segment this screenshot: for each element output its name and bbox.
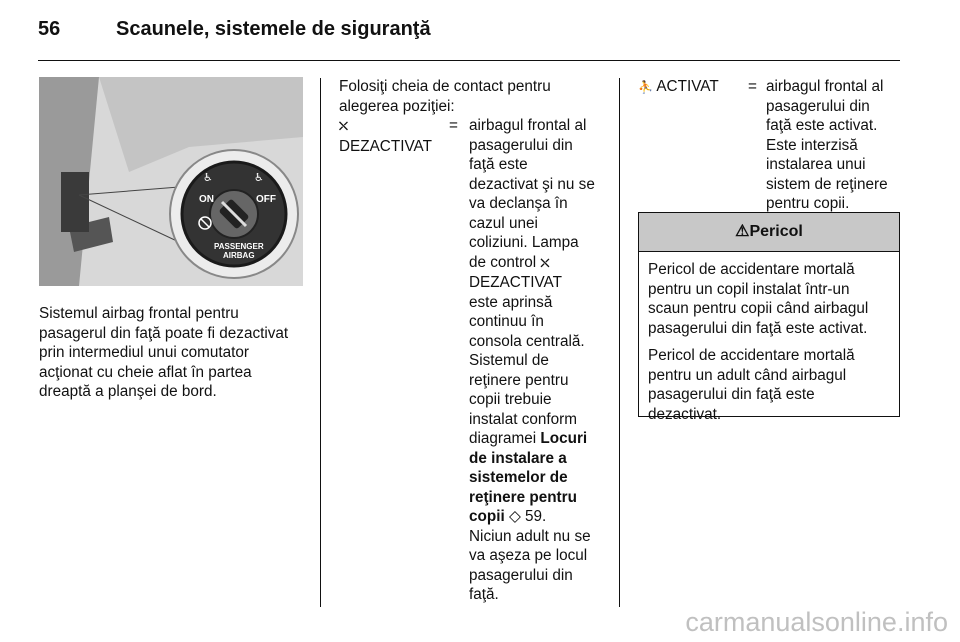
desc-line xyxy=(469,468,609,488)
page-header xyxy=(38,18,431,41)
desc-line: Niciun adult nu se xyxy=(469,527,591,545)
cross-ref-link[interactable]: Locuri xyxy=(540,430,588,447)
airbag-on-symbol-icon: ⛹ xyxy=(638,80,653,94)
airbag-on-icon: ♿ xyxy=(203,171,213,184)
airbag-switch-figure xyxy=(39,77,303,286)
activated-key xyxy=(638,77,719,98)
activated-description xyxy=(766,77,901,214)
desc-line xyxy=(469,429,609,449)
desc-line xyxy=(469,449,609,469)
warning-triangle-icon: ⚠ xyxy=(735,223,750,240)
warning-header xyxy=(639,213,899,252)
desc-line xyxy=(469,488,609,508)
airbag-switch-illustration xyxy=(39,77,303,286)
desc-line: continuu în xyxy=(469,313,544,330)
page-ref[interactable]: 59. xyxy=(524,508,547,525)
desc-line: cazul unei xyxy=(469,214,538,232)
desc-line: instalat conform xyxy=(469,410,577,428)
column-2-text xyxy=(339,77,609,603)
desc-line: coliziuni. Lampa xyxy=(469,234,579,251)
cross-ref-link[interactable]: copii xyxy=(469,508,505,525)
cross-ref-link[interactable]: reţinere pentru xyxy=(469,488,577,506)
deactivated-key xyxy=(339,116,432,156)
page-ref-arrow-icon: ◇ xyxy=(508,508,521,525)
desc-line: airbagul frontal al xyxy=(469,117,587,134)
equals-sign: = xyxy=(748,78,757,95)
desc-line: faţă. xyxy=(469,586,499,603)
warning-body xyxy=(639,252,899,440)
warning-title: Pericol xyxy=(749,223,803,240)
desc-line xyxy=(469,507,609,527)
airbag-off-symbol-icon: ⛌ xyxy=(339,119,348,133)
column-3-text xyxy=(638,77,900,212)
col1-line: Sistemul airbag frontal pentru xyxy=(39,305,239,322)
desc-line: pentru copii. xyxy=(766,195,850,212)
column-divider-1 xyxy=(320,78,321,607)
cross-ref-link[interactable]: sistemelor de xyxy=(469,469,568,486)
desc-line: copii trebuie xyxy=(469,391,552,408)
activated-entry xyxy=(638,77,900,212)
deactivated-description xyxy=(469,116,609,605)
page-title: Scaunele, sistemele de siguranţă xyxy=(116,18,431,40)
desc-line: airbagul frontal al xyxy=(766,78,884,95)
control-lamp-text: de control xyxy=(469,253,537,271)
desc-line: pasagerului din xyxy=(766,97,870,115)
col1-line: acţionat cu cheie aflat în partea xyxy=(39,363,252,381)
desc-line: instalarea unui xyxy=(766,156,866,173)
danger-warning-box xyxy=(638,212,900,423)
col1-line: dreaptă a planşei de bord. xyxy=(39,383,217,400)
switch-caption-2: AIRBAG xyxy=(223,251,255,260)
equals-sign: = xyxy=(449,117,458,134)
diagram-prefix: diagramei xyxy=(469,430,537,447)
warning-paragraph: Pericol de accidentare mortală pentru un copil instalat într-un scaun pentru copii când airbagul pasagerului din faţă este activat. xyxy=(648,261,869,337)
desc-line: Sistemul de xyxy=(469,352,549,369)
col1-line: pasagerul din faţă poate fi dezactivat xyxy=(39,324,289,342)
col1-line: prin intermediul unui comutator xyxy=(39,344,250,361)
cross-ref-link[interactable]: de instalare a xyxy=(469,449,567,467)
desc-line: pasagerului din xyxy=(469,566,573,584)
desc-line: DEZACTIVAT xyxy=(469,274,562,291)
header-rule xyxy=(38,60,900,61)
airbag-off-icon: ♿ xyxy=(254,171,264,184)
desc-line: reţinere pentru xyxy=(469,371,569,389)
column-1-text xyxy=(39,304,309,402)
desc-line xyxy=(469,253,609,274)
watermark: carmanualsonline.info xyxy=(685,607,948,637)
desc-line: este aprinsă xyxy=(469,293,553,311)
desc-line: va declanşa în xyxy=(469,195,568,212)
desc-line: faţă este activat. xyxy=(766,117,878,134)
switch-caption-1: PASSENGER xyxy=(214,242,264,251)
column-divider-2 xyxy=(619,78,620,607)
desc-line: consola centrală. xyxy=(469,332,585,350)
warning-paragraph: Pericol de accidentare mortală pentru un adult când airbagul pasagerului din faţă este dezactivat. xyxy=(648,347,855,423)
airbag-off-symbol-icon: ⛌ xyxy=(540,255,550,270)
desc-line: Este interzisă xyxy=(766,136,858,154)
intro-line: Folosiţi cheia de contact pentru xyxy=(339,78,551,95)
switch-off-label: OFF xyxy=(256,194,276,205)
desc-line: sistem de reţinere xyxy=(766,175,888,193)
page-number: 56 xyxy=(38,18,61,40)
deactivated-label: DEZACTIVAT xyxy=(339,137,432,155)
desc-line: faţă este xyxy=(469,156,528,173)
desc-line: dezactivat şi nu se xyxy=(469,175,595,193)
switch-on-label: ON xyxy=(199,194,214,205)
activated-label: ACTIVAT xyxy=(656,78,719,95)
intro-line: alegerea poziţiei: xyxy=(339,97,455,115)
desc-line: pasagerului din xyxy=(469,136,573,154)
deactivated-entry xyxy=(339,116,609,603)
desc-line: va aşeza pe locul xyxy=(469,547,588,564)
